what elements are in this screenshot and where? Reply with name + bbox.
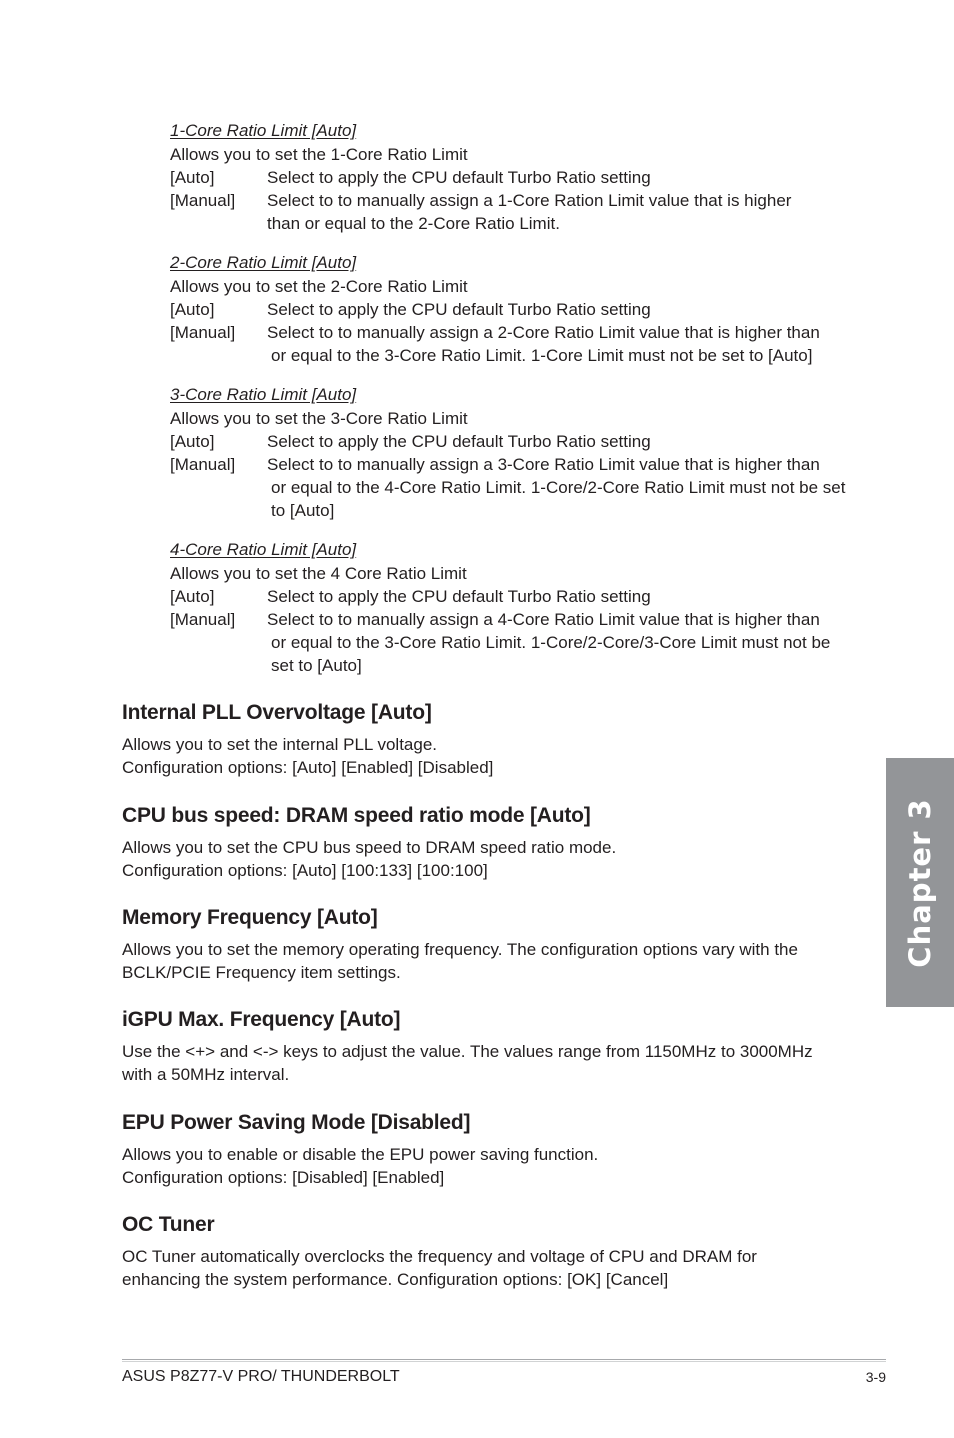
option-desc: Select to apply the CPU default Turbo Ratio setting [267,587,651,606]
option-auto [170,166,850,189]
option-desc-line1: Select to to manually assign a 3-Core Ratio Limit value that is higher than [267,455,820,474]
core-ratio-desc: Allows you to set the 1-Core Ratio Limit [170,145,468,164]
section-body [122,938,842,984]
footer-page-number: 3-9 [865,1369,886,1385]
footer-divider [122,1359,886,1362]
option-auto [170,430,850,453]
option-desc [267,189,850,235]
option-desc [267,453,850,522]
option-desc-line1: Select to to manually assign a 2-Core Ratio Limit value that is higher than [267,323,820,342]
option-desc-line1: Select to to manually assign a 1-Core Ration Limit value that is higher [267,191,792,210]
section-cpu-bus-speed [122,802,842,882]
core-ratio-title: 4-Core Ratio Limit [Auto] [170,540,357,559]
core-ratio-title: 1-Core Ratio Limit [Auto] [170,121,357,140]
option-desc-rest: or equal to the 4-Core Ratio Limit. 1-Core/2-Core Ratio Limit must not be set to [Auto] [271,478,846,520]
section-body [122,1245,842,1291]
chapter-label: Chapter 3 [903,797,937,968]
section-line: OC Tuner automatically overclocks the frequency and voltage of CPU and DRAM for [122,1247,757,1266]
option-desc: Select to apply the CPU default Turbo Ratio setting [267,300,651,319]
section-igpu-max-frequency [122,1006,842,1086]
section-title: EPU Power Saving Mode [Disabled] [122,1111,471,1134]
section-line: Allows you to enable or disable the EPU power saving function. [122,1145,599,1164]
section-body [122,1040,842,1086]
section-title: OC Tuner [122,1213,215,1236]
option-key: [Manual] [170,191,236,210]
option-desc-rest: than or equal to the 2-Core Ratio Limit. [267,214,560,233]
section-memory-frequency [122,904,842,984]
section-line: Configuration options: [Auto] [Enabled] [Disabled] [122,758,494,777]
option-desc-line1: Select to to manually assign a 4-Core Ratio Limit value that is higher than [267,610,820,629]
chapter-tab [886,758,954,1007]
option-desc [267,608,850,677]
option-key: [Manual] [170,610,236,629]
section-body [122,1143,842,1189]
core-ratio-desc: Allows you to set the 3-Core Ratio Limit [170,409,468,428]
option-key: [Auto] [170,432,215,451]
section-line: enhancing the system performance. Configuration options: [OK] [Cancel] [122,1270,669,1289]
section-line: with a 50MHz interval. [122,1065,290,1084]
option-desc: Select to apply the CPU default Turbo Ratio setting [267,432,651,451]
core-ratio-block-4 [170,538,850,677]
section-epu-power-saving [122,1109,842,1189]
section-title: Internal PLL Overvoltage [Auto] [122,701,432,724]
option-auto [170,585,850,608]
option-key: [Auto] [170,587,215,606]
section-title: Memory Frequency [Auto] [122,906,378,929]
option-key: [Manual] [170,455,236,474]
core-ratio-desc: Allows you to set the 4 Core Ratio Limit [170,564,467,583]
section-line: Allows you to set the internal PLL voltage. [122,735,437,754]
option-manual [170,189,850,235]
option-desc-rest: or equal to the 3-Core Ratio Limit. 1-Core/2-Core/3-Core Limit must not be set to [Auto] [271,633,831,675]
core-ratio-desc: Allows you to set the 2-Core Ratio Limit [170,277,468,296]
section-body [122,836,842,882]
option-key: [Auto] [170,300,215,319]
section-line: Allows you to set the memory operating frequency. The configuration options vary with the [122,940,798,959]
option-desc: Select to apply the CPU default Turbo Ratio setting [267,168,651,187]
core-ratio-title: 2-Core Ratio Limit [Auto] [170,253,357,272]
section-internal-pll [122,699,842,779]
option-manual [170,608,850,677]
section-line: Use the <+> and <-> keys to adjust the value. The values range from 1150MHz to 3000MHz [122,1042,813,1061]
section-line: Allows you to set the CPU bus speed to DRAM speed ratio mode. [122,838,617,857]
section-body [122,733,842,779]
core-ratio-block-1 [170,119,850,235]
section-title: iGPU Max. Frequency [Auto] [122,1008,401,1031]
option-manual [170,453,850,522]
option-auto [170,298,850,321]
option-manual [170,321,850,367]
section-title: CPU bus speed: DRAM speed ratio mode [Auto] [122,804,591,827]
core-ratio-block-2 [170,251,850,367]
core-ratio-block-3 [170,383,850,522]
core-ratio-title: 3-Core Ratio Limit [Auto] [170,385,357,404]
option-key: [Manual] [170,323,236,342]
option-key: [Auto] [170,168,215,187]
footer-product-name: ASUS P8Z77-V PRO/ THUNDERBOLT [122,1368,400,1385]
option-desc-rest: or equal to the 3-Core Ratio Limit. 1-Core Limit must not be set to [Auto] [271,346,813,365]
section-line: BCLK/PCIE Frequency item settings. [122,963,401,982]
section-line: Configuration options: [Disabled] [Enabled] [122,1168,445,1187]
section-line: Configuration options: [Auto] [100:133] [100:100] [122,861,488,880]
option-desc [267,321,850,367]
section-oc-tuner [122,1211,842,1291]
